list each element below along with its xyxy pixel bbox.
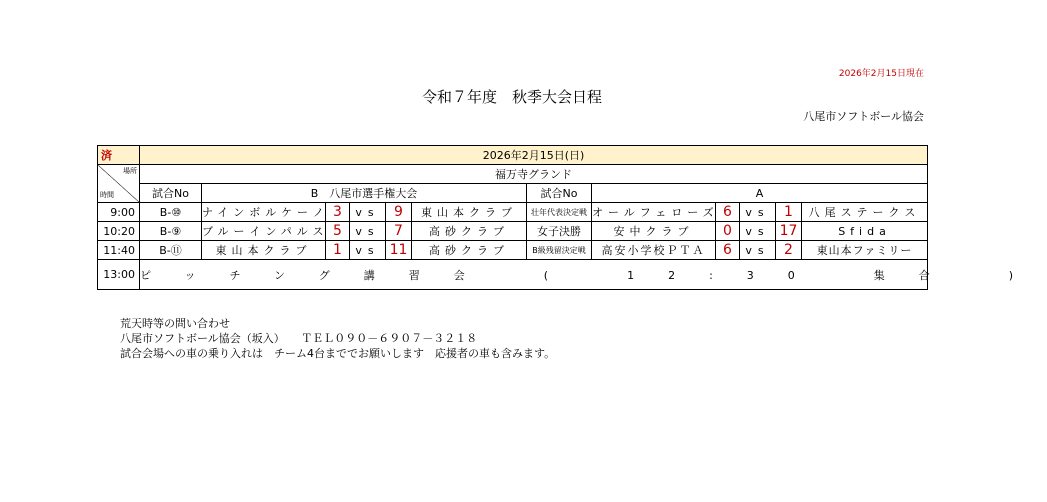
a-match-no: B級残留決定戦 (527, 241, 592, 260)
a-match-no: 壮年代表決定戦 (527, 203, 592, 222)
b-score-1: 5 (326, 222, 350, 241)
b-team-1: ナインボルケーノ (202, 203, 326, 222)
place-time-header (98, 165, 140, 203)
place-label: 場所 (123, 167, 137, 175)
b-vs: vs (350, 241, 386, 260)
note-line: 八尾市ソフトボール協会（坂入） ＴＥＬ０９０－６９０７－３２１８ (120, 332, 478, 345)
a-team-2: 八尾ステークス (802, 203, 928, 222)
a-score-1: 6 (716, 203, 740, 222)
b-match-no: B-⑨ (140, 222, 202, 241)
b-score-2: 11 (386, 241, 412, 260)
match-time: 10:20 (98, 222, 140, 241)
b-tournament-header: B 八尾市選手権大会 (202, 184, 527, 203)
a-tournament-header: A (592, 184, 928, 203)
b-vs: vs (350, 203, 386, 222)
match-time: 11:40 (98, 241, 140, 260)
b-score-2: 9 (386, 203, 412, 222)
as-of-date: 2026年2月15日現在 (838, 69, 924, 79)
a-vs: vs (740, 203, 776, 222)
a-score-2: 2 (776, 241, 802, 260)
match-time: 13:00 (98, 260, 140, 290)
b-team-1: 東山本クラブ (202, 241, 326, 260)
a-score-1: 0 (716, 222, 740, 241)
a-score-2: 17 (776, 222, 802, 241)
b-team-1: ブルーインパルス (202, 222, 326, 241)
b-match-no: B-⑩ (140, 203, 202, 222)
note-line: 試合会場への車の乗り入れは チーム4台まででお願いします 応援者の車も含みます。 (120, 347, 556, 360)
b-team-2: 高砂クラブ (412, 222, 527, 241)
b-vs: vs (350, 222, 386, 241)
note-line: 荒天時等の問い合わせ (120, 317, 230, 330)
b-team-2: 東山本クラブ (412, 203, 527, 222)
done-mark: 済 (98, 146, 140, 165)
table-row (98, 222, 928, 241)
b-team-2: 高砂クラブ (412, 241, 527, 260)
venue-name: 福万寺グランド (140, 165, 928, 184)
a-team-1: 高安小学校ＰＴＡ (592, 241, 716, 260)
b-score-1: 3 (326, 203, 350, 222)
contact-notes (120, 316, 555, 361)
a-team-1: オールフェローズ (592, 203, 716, 222)
match-no-header-2: 試合No (527, 184, 592, 203)
time-label: 時間 (100, 191, 114, 199)
venue-row (98, 165, 928, 184)
a-score-1: 6 (716, 241, 740, 260)
schedule-table (97, 145, 1047, 290)
table-row (98, 241, 928, 260)
association-name: 八尾市ソフトボール協会 (803, 110, 924, 123)
page-title: 令和７年度 秋季大会日程 (421, 88, 602, 106)
b-score-2: 7 (386, 222, 412, 241)
a-score-2: 1 (776, 203, 802, 222)
b-score-1: 1 (326, 241, 350, 260)
a-vs: vs (740, 241, 776, 260)
a-team-2: Sfida (802, 222, 928, 241)
a-match-no: 女子決勝 (527, 222, 592, 241)
match-time: 9:00 (98, 203, 140, 222)
match-date: 2026年2月15日(日) (140, 146, 928, 165)
column-header-row (98, 184, 928, 203)
a-team-2: 東山本ファミリー (802, 241, 928, 260)
table-row (98, 203, 928, 222)
pitching-clinic-notice: ピッチング講習会 ( 12:30 集合 ) (140, 260, 928, 290)
a-vs: vs (740, 222, 776, 241)
date-row (98, 146, 928, 165)
b-match-no: B-⑪ (140, 241, 202, 260)
match-no-header: 試合No (140, 184, 202, 203)
table-row (98, 260, 928, 290)
a-team-1: 安中クラブ (592, 222, 716, 241)
